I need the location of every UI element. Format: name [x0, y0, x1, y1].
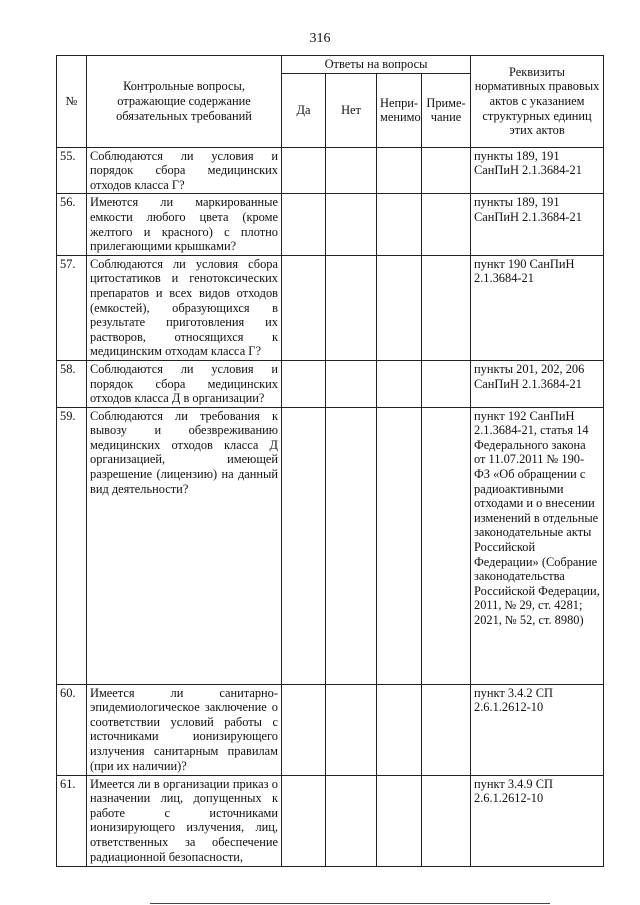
row-question: Соблюдаются ли условия и порядок сбора медицинских отходов класса Д в организации? [87, 360, 282, 407]
table-row [57, 684, 604, 775]
row-reference: пункты 201, 202, 206 СанПиН 2.1.3684-21 [471, 360, 604, 407]
header-note: Приме-чание [422, 73, 471, 147]
row-number: 56. [57, 194, 87, 255]
row-reference: пункт 192 СанПиН 2.1.3684-21, статья 14 Федерального закона от 11.07.2011 № 190-ФЗ «Об обращении с радиоактивными отходами и о внесении изменений в отдельные законодательные акты Российской Федерации» (Собрание законодательства Российской Федерации, 2011, № 29, ст. 4281; 2021, № 52, ст. 8980) [471, 407, 604, 684]
table-header [57, 56, 604, 148]
answer-no-cell [326, 684, 377, 775]
row-question: Соблюдаются ли условия и порядок сбора медицинских отходов класса Г? [87, 147, 282, 194]
table-body [57, 147, 604, 866]
row-question: Имеется ли в организации приказ о назначении лиц, допущенных к работе с источниками ионизирующего излучения, лиц, ответственных за обеспечение радиационной безопасности, [87, 775, 282, 866]
answer-not-applicable-cell [377, 360, 422, 407]
answer-note-cell [422, 407, 471, 684]
row-question: Имеется ли санитарно-эпидемиологическое заключение о соответствии условий работы с источниками ионизирующего излучения санитарным правилам (при их наличии)? [87, 684, 282, 775]
answer-no-cell [326, 360, 377, 407]
answer-yes-cell [282, 255, 326, 360]
answer-not-applicable-cell [377, 775, 422, 866]
answer-not-applicable-cell [377, 407, 422, 684]
answer-not-applicable-cell [377, 684, 422, 775]
answer-note-cell [422, 684, 471, 775]
row-number: 60. [57, 684, 87, 775]
row-number: 58. [57, 360, 87, 407]
row-question: Соблюдаются ли требования к вывозу и обезвреживанию медицинских отходов класса Д организацией, имеющей разрешение (лицензию) на данный вид деятельности? [87, 407, 282, 684]
row-reference: пункты 189, 191 СанПиН 2.1.3684-21 [471, 147, 604, 194]
answer-no-cell [326, 147, 377, 194]
row-number: 55. [57, 147, 87, 194]
table-row [57, 360, 604, 407]
header-requisites: Реквизиты нормативных правовых актов с указанием структурных единиц этих актов [471, 56, 604, 148]
answer-note-cell [422, 147, 471, 194]
answer-yes-cell [282, 775, 326, 866]
answer-not-applicable-cell [377, 255, 422, 360]
answer-yes-cell [282, 147, 326, 194]
table-row [57, 194, 604, 255]
row-reference: пункт 3.4.2 СП 2.6.1.2612-10 [471, 684, 604, 775]
requirements-table [56, 55, 604, 867]
table-row [57, 407, 604, 684]
header-not-applicable: Непри-менимо [377, 73, 422, 147]
row-number: 59. [57, 407, 87, 684]
table-row [57, 775, 604, 866]
row-reference: пункт 190 СанПиН 2.1.3684-21 [471, 255, 604, 360]
answer-not-applicable-cell [377, 147, 422, 194]
answer-note-cell [422, 775, 471, 866]
header-num: № [57, 56, 87, 148]
answer-yes-cell [282, 360, 326, 407]
answer-no-cell [326, 255, 377, 360]
row-number: 61. [57, 775, 87, 866]
row-question: Имеются ли маркированные емкости любого цвета (кроме желтого и красного) с плотно прилегающими крышками? [87, 194, 282, 255]
row-reference: пункт 3.4.9 СП 2.6.1.2612-10 [471, 775, 604, 866]
answer-yes-cell [282, 194, 326, 255]
table-row [57, 255, 604, 360]
header-yes: Да [282, 73, 326, 147]
row-reference: пункты 189, 191 СанПиН 2.1.3684-21 [471, 194, 604, 255]
bottom-divider [150, 903, 550, 904]
answer-note-cell [422, 255, 471, 360]
page-number: 316 [309, 31, 331, 46]
header-question: Контрольные вопросы, отражающие содержание обязательных требований [87, 56, 282, 148]
answer-no-cell [326, 407, 377, 684]
answer-yes-cell [282, 684, 326, 775]
table-row [57, 147, 604, 194]
header-no: Нет [326, 73, 377, 147]
answer-not-applicable-cell [377, 194, 422, 255]
answer-no-cell [326, 775, 377, 866]
answer-yes-cell [282, 407, 326, 684]
row-question: Соблюдаются ли условия сбора цитостатиков и генотоксических препаратов и всех видов отходов (емкостей), образующихся в результате приготовления их растворов, относящихся к медицинским отходам класса Г? [87, 255, 282, 360]
row-number: 57. [57, 255, 87, 360]
answer-note-cell [422, 360, 471, 407]
answer-note-cell [422, 194, 471, 255]
answer-no-cell [326, 194, 377, 255]
header-answers: Ответы на вопросы [282, 56, 471, 74]
